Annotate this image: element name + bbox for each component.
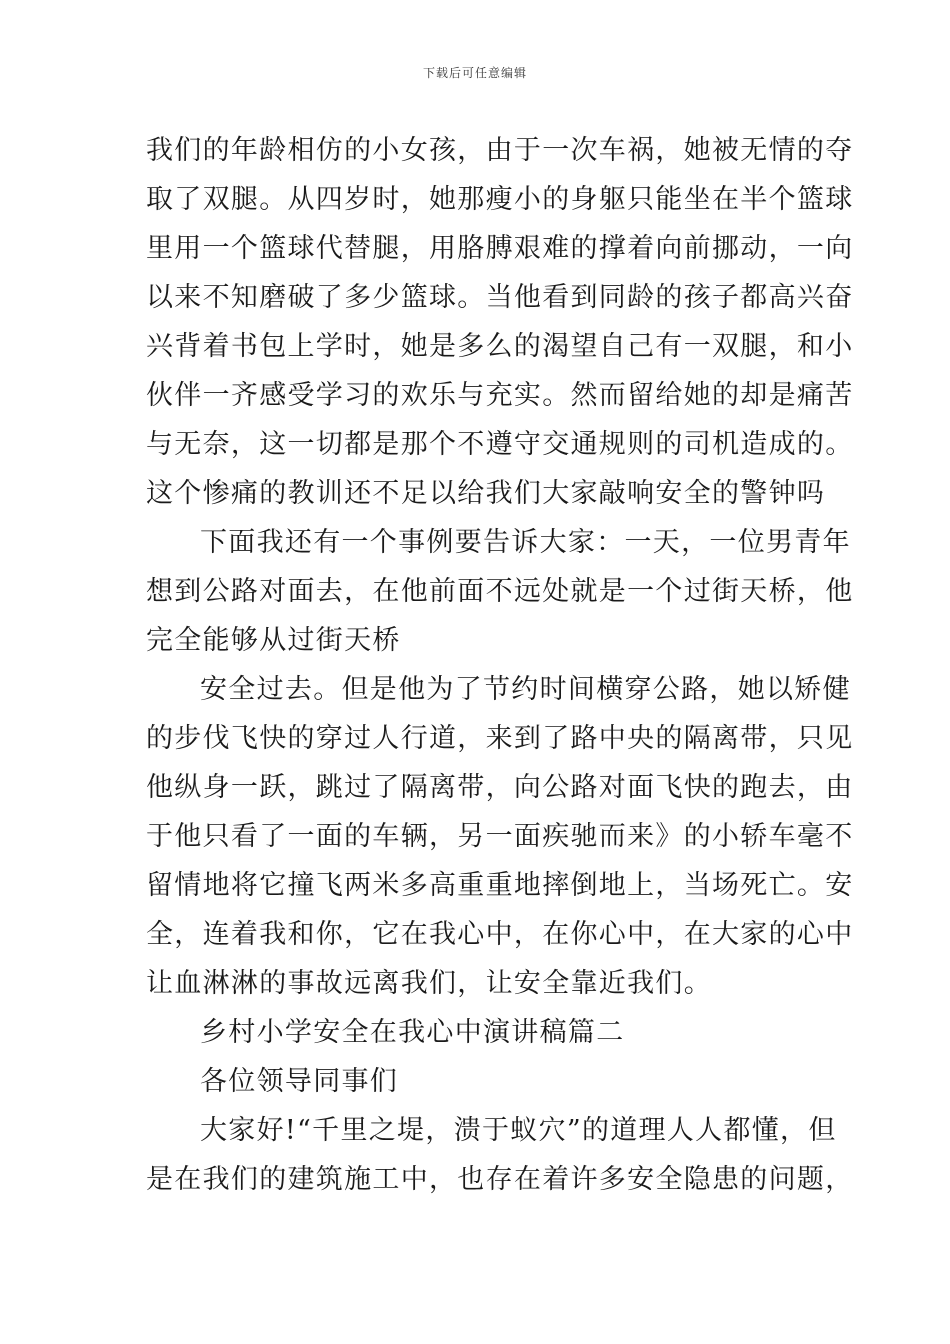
text-line-2: 取了双腿。从四岁时，她那瘦小的身躯只能坐在半个篮球 [146,184,854,215]
text-line-3: 里用一个篮球代替腿，用胳膊艰难的撑着向前挪动，一向 [146,233,854,264]
text-line-17: 全，连着我和你，它在我心中，在你心中，在大家的心中 [146,919,854,950]
section-title: 乡村小学安全在我心中演讲稿篇二 [200,1017,625,1048]
document-body [146,126,854,1204]
text-line-13: 的步伐飞快的穿过人行道，来到了路中央的隔离带，只见 [146,723,854,754]
text-line-8: 这个惨痛的教训还不足以给我们大家敲响安全的警钟吗 [146,478,826,509]
text-line-9: 下面我还有一个事例要告诉大家：一天，一位男青年 [200,527,851,558]
text-line-11: 完全能够从过街天桥 [146,625,401,656]
text-line-5: 兴背着书包上学时，她是多么的渴望自己有一双腿，和小 [146,331,854,362]
text-line-22: 是在我们的建筑施工中，也存在着许多安全隐患的问题， [146,1164,854,1195]
text-line-1: 我们的年龄相仿的小女孩，由于一次车祸，她被无情的夺 [146,135,854,166]
text-line-18: 让血淋淋的事故远离我们，让安全靠近我们。 [146,968,712,999]
text-line-14: 他纵身一跃，跳过了隔离带，向公路对面飞快的跑去，由 [146,772,854,803]
text-line-21: 大家好!“千里之堤，溃于蚁穴”的道理人人都懂，但 [200,1115,837,1146]
text-line-10: 想到公路对面去，在他前面不远处就是一个过街天桥，他 [146,576,854,607]
text-line-6: 伙伴一齐感受学习的欢乐与充实。然而留给她的却是痛苦 [146,380,854,411]
text-line-16: 留情地将它撞飞两米多高重重地摔倒地上，当场死亡。安 [146,870,854,901]
text-line-4: 以来不知磨破了多少篮球。当他看到同龄的孩子都高兴奋 [146,282,854,313]
text-line-12: 安全过去。但是他为了节约时间横穿公路，她以矫健 [200,674,851,705]
page-header-note: 下载后可任意编辑 [422,66,527,80]
text-line-7: 与无奈，这一切都是那个不遵守交通规则的司机造成的。 [146,429,854,460]
text-line-15: 于他只看了一面的车辆，另一面疾驰而来》的小轿车毫不 [146,821,854,852]
salutation: 各位领导同事们 [200,1066,399,1097]
